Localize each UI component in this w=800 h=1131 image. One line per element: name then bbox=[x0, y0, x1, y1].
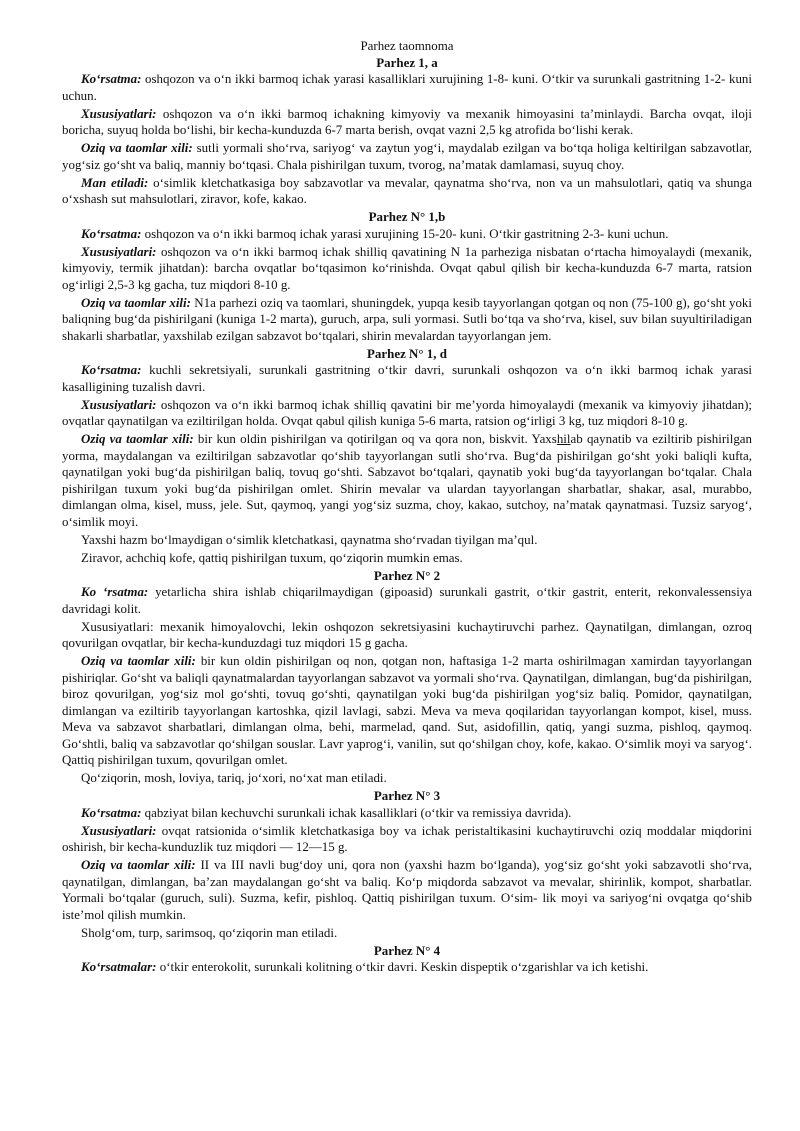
paragraph-label: Ko‘rsatmalar: bbox=[81, 959, 157, 974]
paragraph-text: kuchli sekretsiyali, surunkali gastritning o‘tkir davri, surunkali oshqozon va o‘n ikki barmoq ichak yarasi kasalligining tuzalish davri. bbox=[62, 362, 752, 394]
paragraph-text: ovqat ratsionida o‘simlik kletchatkasiga boy va ichak peristaltikasini kuchaytiruvchi oziq moddalar miqdorini oshirish, bir kecha-kunduzlik tuz miqdori — 12—15 g. bbox=[62, 822, 752, 854]
paragraph-text: Xususiyatlari: mexanik himoyalovchi, lekin oshqozon sekretsiyasini kuchaytiruvchi parhez. Qaynatilgan, dimlangan, ozroq qovurilgan ovqatlar, bir kecha-kunduzdagi tuz miqdori 15 g gacha. bbox=[62, 618, 752, 650]
paragraph bbox=[62, 226, 752, 243]
paragraph-text: Sholg‘om, turp, sarimsoq, qo‘ziqorin man etiladi. bbox=[81, 924, 338, 940]
paragraph-text: bir kun oldin pishirilgan oq non, qotgan non, haftasiga 1-2 marta oshirilmagan xamirdan tayyorlangan pishiriqlar. Go‘sht va baliqli qaynatmalardan tayyorlangan sabzavot va yormali sho‘rva. Qaynatilgan, dimlangan, bug‘da pishirilgan, biroz qovurilgan, yog‘siz mol go‘shti, tovuq go‘shti, qaynatilgan yoki bug‘da pishirilgan yog‘siz baliq. Pomidor, qaynatilgan, dimlangan va eziltirib tayyorlangan kartoshka, qizil lavlagi, sabzi. Meva va meva qoqilaridan tayyorlangan kompot, kisel, muss. Meva va sabzavot sharbatlari, dimlangan olma, behi, marmelad, qand. Sut, asidofillin, qatiq, yangi suzma, pishloq, qaymoq. Go‘shtli, baliq va sabzavotlar qo‘shilgan souslar. Lavr yaprog‘i, vanilin, sut qo‘shilgan choy, kofe, kakao. O‘simlik moyi va saryog‘. Qattiq pishirilgan tuxum, qovurilgan omlet. bbox=[62, 653, 752, 767]
paragraph-label: Ko‘rsatma: bbox=[81, 804, 142, 820]
paragraph bbox=[62, 805, 752, 822]
paragraph bbox=[62, 584, 752, 617]
paragraph bbox=[62, 959, 752, 976]
paragraph-text: qabziyat bilan kechuvchi surunkali ichak kasalliklari (o‘tkir va remissiya davrida). bbox=[141, 804, 572, 820]
paragraph bbox=[62, 431, 752, 530]
paragraph bbox=[62, 770, 752, 787]
paragraph-text: o‘simlik kletchatkasiga boy sabzavotlar va mevalar, qaynatma sho‘rva, non va un mahsulotlari, qatiq va shunga o‘xshash sut mahsulotlari, ziravor, kofe, kakao. bbox=[62, 174, 752, 206]
paragraph-text: oshqozon va o‘n ikki barmoq ichak yarasi xurujining 15-20- kuni. O‘tkir gastritning 2-3- kuni uchun. bbox=[141, 225, 669, 241]
paragraph bbox=[62, 550, 752, 567]
section-heading: Parhez N° 4 bbox=[373, 942, 441, 958]
paragraph-text: oshqozon va o‘n ikki barmoq ichakning kimyoviy va mexanik himoyasini ta’minlaydi. Barcha ovqat, iloji boricha, suyuq holda bo‘lishi, bir kecha-kunduzda 6-7 marta berish, ovqat vazni 2,5 kg atrofida bo‘lishi kerak. bbox=[62, 105, 752, 137]
paragraph-label: Oziq va taomlar xili: bbox=[81, 431, 194, 446]
section-heading: Parhez N° 1, d bbox=[367, 345, 447, 361]
paragraph-label: Man etiladi: bbox=[81, 174, 149, 190]
paragraph bbox=[62, 857, 752, 923]
document-title: Parhez taomnoma bbox=[360, 38, 454, 53]
paragraph-text: N1a parhezi oziq va taomlari, shuningdek, yupqa kesib tayyorlangan qotgan oq non (75-100 g), go‘sht yoki baliqning bug‘da pishirilgani (kuniga 1-2 marta), guruch, arpa, suli yormasi. Sutli bo‘tqa va sho‘rva, kisel, suv bilan suyultiriladigan shakarli sharbatlar, yaxshilab ezilgan sabzavot bo‘tqalari, shirin mevalardan tayyorlangan jem. bbox=[62, 294, 753, 343]
paragraph bbox=[62, 619, 752, 652]
section-heading: Parhez N° 3 bbox=[373, 788, 441, 803]
paragraph-label: Oziq va taomlar xili: bbox=[81, 653, 196, 668]
paragraph-text: Ziravor, achchiq kofe, qattiq pishirilgan tuxum, qo‘ziqorin mumkin emas. bbox=[81, 549, 463, 565]
document-body bbox=[62, 55, 752, 976]
document-page bbox=[62, 38, 752, 977]
paragraph-label: Xususiyatlari: bbox=[81, 105, 157, 121]
paragraph-label: Oziq va taomlar xili: bbox=[81, 294, 191, 310]
paragraph bbox=[62, 295, 752, 345]
paragraph bbox=[62, 71, 752, 104]
paragraph-label: Ko‘rsatma: bbox=[81, 71, 142, 86]
paragraph bbox=[62, 532, 752, 549]
paragraph bbox=[62, 140, 752, 173]
paragraph-text: Yaxshi hazm bo‘lmaydigan o‘simlik kletchatkasi, qaynatma sho‘rvadan tiyilgan ma’qul. bbox=[81, 531, 538, 547]
paragraph bbox=[62, 362, 752, 395]
paragraph-label: Ko‘rsatma: bbox=[81, 362, 142, 377]
paragraph-label: Xususiyatlari: bbox=[81, 243, 157, 259]
paragraph-label: Oziq va taomlar xili: bbox=[81, 857, 196, 872]
paragraph-label: Ko‘rsatma: bbox=[81, 225, 142, 241]
paragraph-text: oshqozon va o‘n ikki barmoq ichak shilliq qavatining N 1a parheziga nisbatan o‘rtacha himoyalaydi (mexanik, kimyoviy, termik jihatdan): barcha ovqatlar bo‘tqasimon ko‘rinishda. Ovqat qabul qilish bir kecha-kunduzda 6-7 marta, ratsion og‘irligi 2,5-3 kg gacha, tuz miqdori 8-10 g. bbox=[62, 243, 752, 292]
paragraph bbox=[62, 106, 752, 139]
paragraph-text: sutli yormali sho‘rva, sariyog‘ va zaytun yog‘i, maydalab ezilgan va bo‘tqa holiga keltirilgan sabzavotlar, yog‘siz go‘sht va baliq, manniy bo‘tqasi. Chala pishirilgan tuxum, tvorog, na’matak damlamasi, suyuq choy. bbox=[62, 140, 753, 172]
paragraph-label: Xususiyatlari: bbox=[81, 822, 157, 838]
paragraph bbox=[62, 823, 752, 856]
paragraph bbox=[62, 925, 752, 942]
paragraph-text: oshqozon va o‘n ikki barmoq ichak yarasi kasalliklari xurujining 1-8- kuni. O‘tkir va surunkali gastritning 1-2- kuni uchun. bbox=[62, 71, 752, 103]
paragraph-text: II va III navli bug‘doy uni, qora non (yaxshi hazm bo‘lganda), yog‘siz go‘sht yoki sabzavotli sho‘rva, qaynatilgan, dimlangan, ba’zan maydalangan go‘sht va baliq. Ko‘p miqdorda sabzavot va mevalar, shirinlik, kompot, sharbatlar. Yormali bo‘tqalar (guruch, suli). Suzma, kefir, pishloq. Qattiq pishirilgan tuxum. O‘sim- lik moyi va sariyog‘ni ovqatga qo‘shib iste’mol qilish mumkin. bbox=[62, 857, 752, 922]
paragraph bbox=[62, 175, 752, 208]
paragraph-text: o‘tkir enterokolit, surunkali kolitning o‘tkir davri. Keskin dispeptik o‘zgarishlar va ich ketishi. bbox=[156, 959, 649, 974]
section-heading: Parhez 1, a bbox=[376, 54, 438, 70]
paragraph-text: oshqozon va o‘n ikki barmoq ichak shilliq qavatini bir me’yorda himoyalaydi (mexanik va kimyoviy jihatdan); ovqatlar qaynatilgan va eziltirilgan holda. Ovqat qabul qilish kuniga 5-6 marta, ratsion og‘irligi 3 kg, tuz miqdori 8-10 g. bbox=[62, 396, 752, 428]
paragraph-label: Xususiyatlari: bbox=[81, 396, 157, 412]
paragraph bbox=[62, 244, 752, 294]
section-heading: Parhez N° 2 bbox=[373, 567, 441, 583]
section-heading: Parhez N° 1,b bbox=[368, 209, 446, 224]
paragraph-text: yetarlicha shira ishlab chiqarilmaydigan (gipoasid) surunkali gastrit, o‘tkir gastrit, enterit, rekonvalessensiya davridagi kolit. bbox=[62, 584, 752, 616]
paragraph-label: Oziq va taomlar xili: bbox=[81, 140, 193, 155]
paragraph-text: bir kun oldin pishirilgan va qotirilgan oq va qora non, biskvit. Yaxshilab qaynatib va eziltirib pishirilgan yorma, maydalangan va eziltirilgan sabzavotlar qo‘shib tayyorlangan sutli sho‘rva. Bug‘da pishirilgan go‘sht yoki baliqli kufta, qaynatilgan yoki bug‘da pishirilgan baliq, tovuq go‘shti. Sabzavot bo‘tqalari, qaynatib yoki bug‘da tayyorlangan bo‘tqalar. Chala pishirilgan tuxum yoki bug‘da pishirilgan omlet. Shirin mevalar va ulardan tayyorlangan sharbatlar, shakar, asal, murabbo, dimlangan olma, kisel, muss, jele. Sut, qaymoq, yangi yog‘siz suzma, choy, kakao, sutchoy, na’matak qaynatmasi. Tuzsiz saryog‘, o‘simlik moyi. bbox=[62, 431, 753, 529]
paragraph-label: Ko ‘rsatma: bbox=[81, 584, 149, 599]
paragraph-text: Qo‘ziqorin, mosh, loviya, tariq, jo‘xori, no‘xat man etiladi. bbox=[81, 770, 387, 785]
paragraph bbox=[62, 653, 752, 769]
paragraph bbox=[62, 397, 752, 430]
